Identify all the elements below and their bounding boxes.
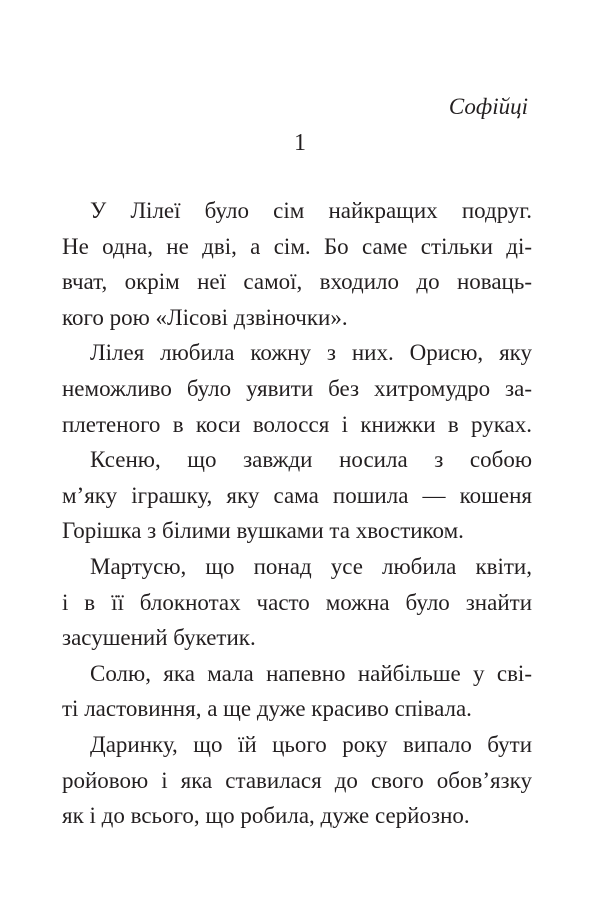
text-line: Лілея любила кожну з них. Орисю, яку [90, 340, 532, 366]
text-line: У Лілеї було сім найкращих подруг. [90, 198, 532, 223]
text-line: неможливо було уявити без хитромудро за- [62, 375, 532, 401]
text-line: ті ластовиння, а ще дуже красиво співала. [62, 696, 472, 722]
text-line: кого рою «Лісові дзвіночки». [62, 304, 348, 330]
text-line: Ксеню, що завжди носила з собою [90, 447, 532, 473]
text-line: засушений букетик. [62, 625, 256, 651]
text-line: вчат, окрім неї самої, входило до новаць- [62, 269, 532, 295]
text-line: м’яку іграшку, яку сама пошила — кошеня [62, 482, 532, 508]
dedication: Софійці [448, 94, 528, 119]
text-line: плетеного в коси волосся і книжки в руках. [62, 411, 532, 437]
text-line: Солю, яка мала напевно найбільше у сві- [90, 660, 532, 686]
text-line: як і до всього, що робила, дуже серйозно. [62, 803, 470, 829]
text-line: і в її блокнотах часто можна було знайти [62, 589, 532, 615]
text-line: Горішка з білими вушками та хвостиком. [62, 518, 464, 544]
text-line: ройовою і яка ставилася до свого обов’язку [62, 767, 532, 793]
text-line: Не одна, не дві, а сім. Бо саме стільки ді- [62, 233, 532, 259]
text-line: Мартусю, що понад усе любила квіти, [90, 553, 532, 579]
body-text [62, 193, 532, 834]
chapter-number: 1 [294, 130, 306, 156]
text-line: Даринку, що їй цього року випало бути [90, 731, 532, 757]
